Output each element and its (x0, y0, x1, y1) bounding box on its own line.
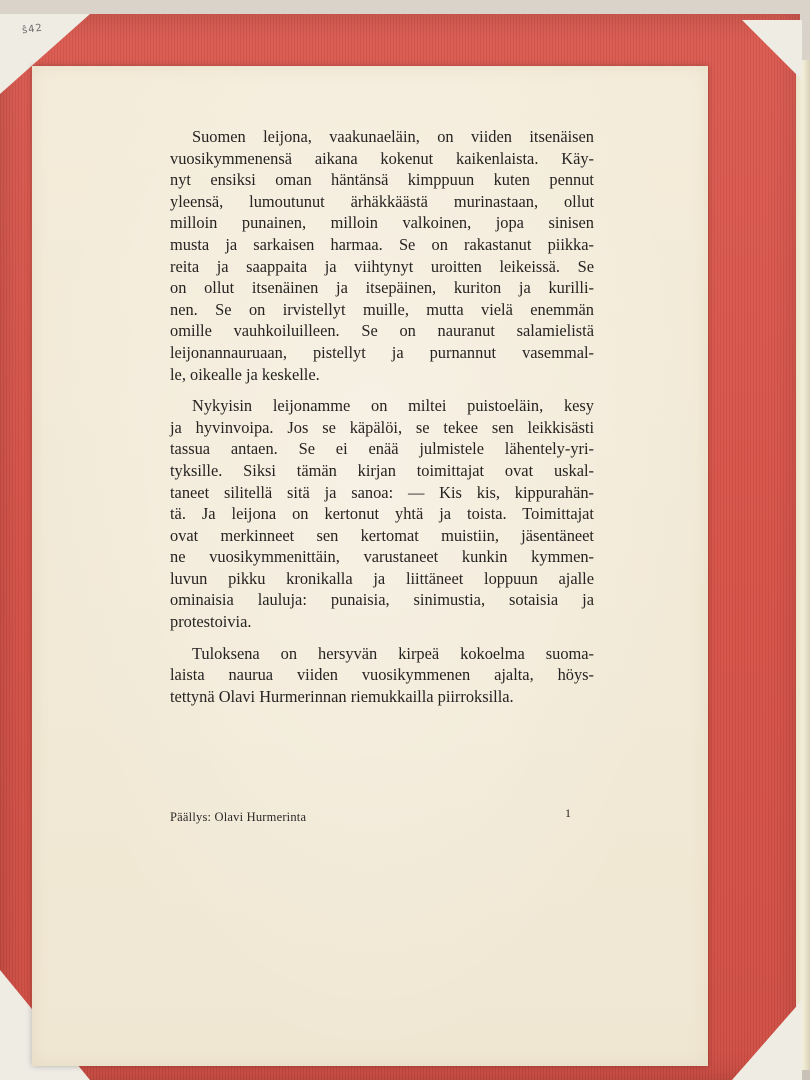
text-line: milloin punainen, milloin valkoinen, jopa sinisen (170, 213, 594, 233)
text-line: ominaisia lauluja: punaisia, sinimustia, sotaisia ja (170, 590, 594, 610)
text-line: Tuloksena on hersyvän kirpeä kokoelma suoma- (192, 643, 594, 663)
text-line: tassua antaen. Se ei enää julmistele lähentely-yri- (170, 439, 594, 459)
text-line: vuosikymmenensä aikana kokenut kaikenlaista. Käy- (170, 148, 594, 168)
text-line: le, oikealle ja keskelle. (170, 364, 320, 384)
cover-credit: Päällys: Olavi Hurmerinta (170, 810, 307, 824)
text-line: leijonannauruaan, pistellyt ja purnannut vasemmal- (170, 342, 594, 362)
paragraph-1 (170, 126, 594, 385)
text-line: nen. Se on irvistellyt muille, mutta vielä enemmän (170, 299, 594, 319)
text-line: Suomen leijona, vaakunaeläin, on viiden itsenäisen (192, 127, 594, 146)
paragraph-3 (170, 643, 594, 708)
blurb-text (170, 126, 594, 717)
text-line: protestoivia. (170, 612, 252, 632)
text-line: luvun pikku kronikalla ja liittäneet loppuun ajalle (170, 568, 594, 588)
page-number: 1 (565, 806, 571, 820)
text-line: Nykyisin leijonamme on miltei puistoeläin, kesy (192, 396, 594, 416)
text-line: ne vuosikymmenittäin, varustaneet kunkin kymmen- (170, 547, 594, 567)
text-line: nyt ensiksi oman häntänsä kimppuun kuten pennut (170, 170, 594, 190)
text-line: tyksille. Siksi tämän kirjan toimittajat ovat uskal- (170, 460, 594, 480)
text-line: ja hyvinvoipa. Jos se käpälöi, se tekee sen leikkisästi (170, 417, 594, 437)
text-line: tettynä Olavi Hurmerinnan riemukkailla piirroksilla. (170, 686, 514, 706)
text-line: on ollut itsenäinen ja itsepäinen, kuriton ja kurilli- (170, 278, 594, 298)
paragraph-2 (170, 395, 594, 633)
pencil-note: ŝ42 (21, 22, 44, 37)
text-line: laista naurua viiden vuosikymmenen ajalta, höys- (170, 665, 594, 685)
paper-sheet (32, 66, 708, 1066)
text-line: musta ja sarkaisen harmaa. Se on rakastanut piikka- (170, 234, 594, 254)
text-line: taneet silitellä sitä ja sanoa: — Kis kis, kippurahän- (170, 482, 594, 502)
page-edge (796, 60, 810, 1070)
text-line: ovat merkinneet sen kertomat muistiin, jäsentäneet (170, 525, 594, 545)
text-line: yleensä, lumoutunut ärhäkkäästä murinastaan, ollut (170, 191, 594, 211)
text-line: reita ja saappaita ja viihtynyt uroitten leikeissä. Se (170, 256, 594, 276)
text-line: tä. Ja leijona on kertonut yhtä ja toista. Toimittajat (170, 504, 594, 524)
text-line: omille vauhkoiluilleen. Se on nauranut salamielistä (170, 321, 594, 341)
